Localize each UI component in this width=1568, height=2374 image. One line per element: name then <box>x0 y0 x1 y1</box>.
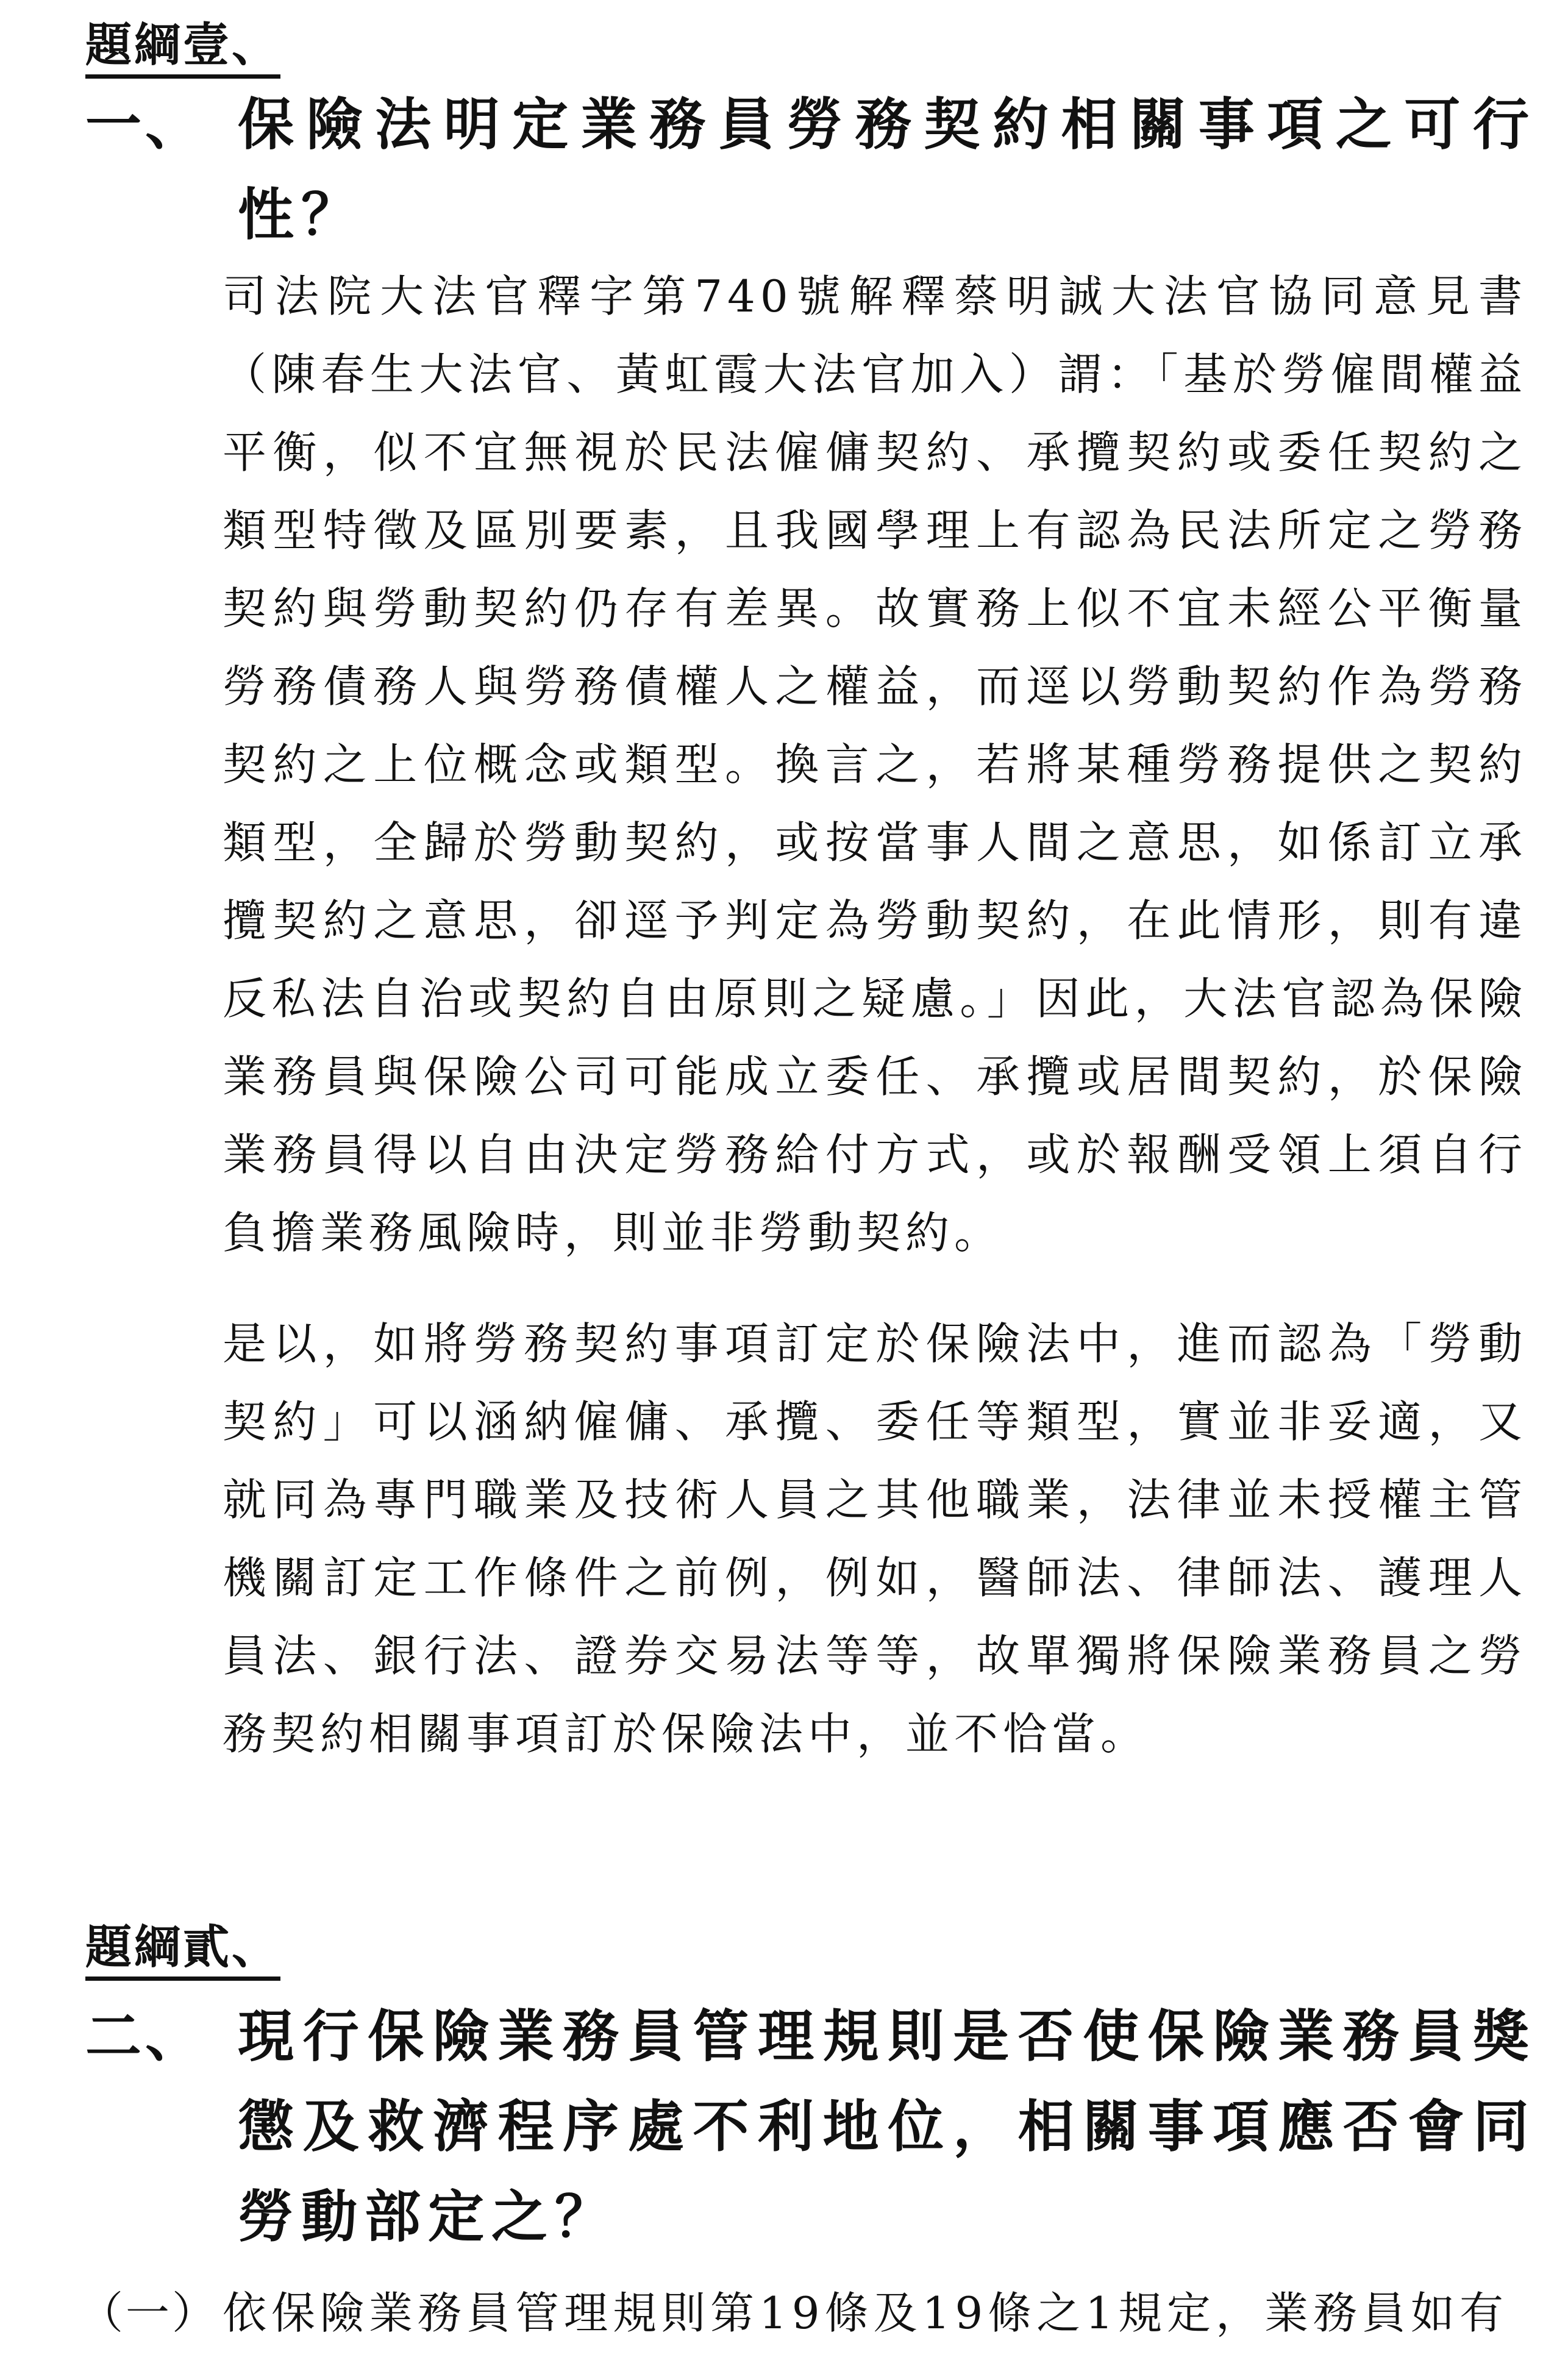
section-1-paragraph-2: 是以，如將勞務契約事項訂定於保險法中，進而認為「勞動契約」可以涵納僱傭、承攬、委任等類型，實並非妥適，又就同為專門職業及技術人員之其他職業，法律並未授權主管機關訂定工作條件之前例，例如，醫師法、律師法、護理人員法、銀行法、證券交易法等等，故單獨將保險業務員之勞務契約相關事項訂於保險法中，並不恰當。 <box>223 1318 1527 1759</box>
section-2-item-1-number: （一） <box>79 2287 219 2339</box>
section-2-item-1 <box>79 2274 1555 2352</box>
section-1-heading-text: 保險法明定業務員勞務契約相關事項之可行性？ <box>238 91 1536 248</box>
section-2-label: 題綱貳、 <box>85 1924 280 1981</box>
section-2-heading-number: 二、 <box>85 2003 205 2069</box>
section-1-label: 題綱壹、 <box>85 22 280 79</box>
section-2-heading-text: 現行保險業務員管理規則是否使保險業務員獎懲及救濟程序處不利地位，相關事項應否會同勞動部定之？ <box>238 2003 1536 2250</box>
section-1-heading-number: 一、 <box>85 91 205 157</box>
section-1-paragraph-1: 司法院大法官釋字第740號解釋蔡明誠大法官協同意見書（陳春生大法官、黃虹霞大法官加入）謂：「基於勞僱間權益平衡，似不宜無視於民法僱傭契約、承攬契約或委任契約之類型特徵及區別要素，且我國學理上有認為民法所定之勞務契約與勞動契約仍存有差異。故實務上似不宜未經公平衡量勞務債務人與勞務債權人之權益，而逕以勞動契約作為勞務契約之上位概念或類型。換言之，若將某種勞務提供之契約類型，全歸於勞動契約，或按當事人間之意思，如係訂立承攬契約之意思，卻逕予判定為勞動契約，在此情形，則有違反私法自治或契約自由原則之疑慮。」因此，大法官認為保險業務員與保險公司可能成立委任、承攬或居間契約，於保險業務員得以自由決定勞務給付方式，或於報酬受領上須自行負擔業務風險時，則並非勞動契約。 <box>223 271 1527 1258</box>
section-2-item-1-text: 依保險業務員管理規則第19條及19條之1規定，業務員如有 <box>223 2287 1509 2339</box>
